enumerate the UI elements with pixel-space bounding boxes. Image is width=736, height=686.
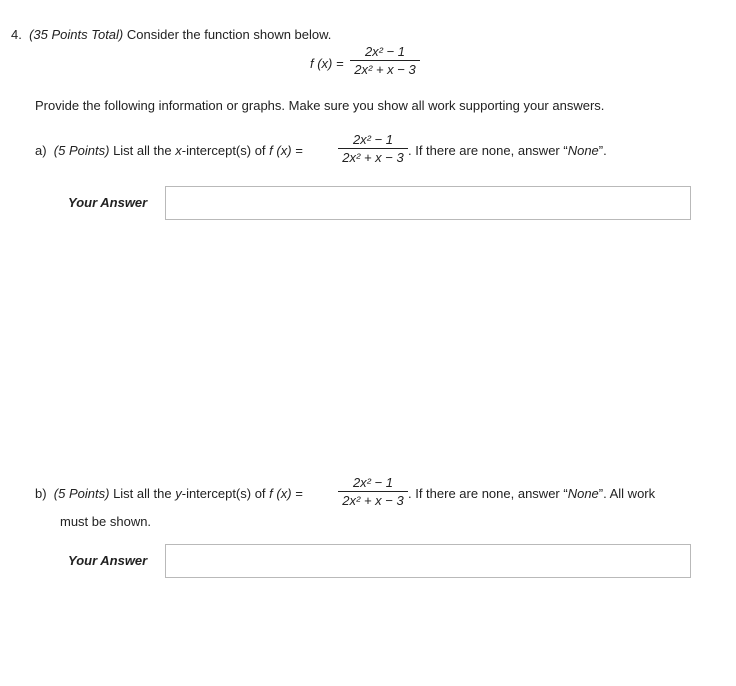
part-a-answer-label: Your Answer xyxy=(68,195,148,210)
part-a-label: a) xyxy=(35,143,47,158)
part-a-none-word: None xyxy=(567,143,599,158)
part-b-function-label: f (x) = xyxy=(269,486,303,501)
part-b-var: y xyxy=(175,486,182,501)
part-b-prompt xyxy=(35,486,303,501)
part-a-answer-input[interactable] xyxy=(165,186,691,220)
part-a-numerator: 2x² − 1 xyxy=(352,132,394,147)
main-function-fraction xyxy=(350,44,420,77)
part-a-denominator: 2x² + x − 3 xyxy=(342,150,404,165)
part-b-trail-1: . If there are none, answer “ xyxy=(408,486,568,501)
part-b-answer-input[interactable] xyxy=(165,544,691,578)
fraction-bar xyxy=(350,60,420,61)
part-b-line2: must be shown. xyxy=(60,514,152,529)
part-b-points: (5 Points) xyxy=(53,486,110,501)
part-b-text-after: -intercept(s) of xyxy=(181,486,266,501)
instructions-text: Provide the following information or graphs. Make sure you show all work supporting your answers. xyxy=(35,98,605,113)
part-a-trailing xyxy=(408,143,607,158)
part-a-prompt xyxy=(35,143,303,158)
part-a-trail-2: ”. xyxy=(598,143,607,158)
part-a-fraction xyxy=(338,132,408,165)
part-a-text-before: List all the xyxy=(113,143,172,158)
fraction-bar xyxy=(338,491,408,492)
question-number: 4. xyxy=(11,27,22,42)
part-a-function-label: f (x) = xyxy=(269,143,303,158)
main-function-label: f (x) = xyxy=(310,56,344,71)
part-a-points: (5 Points) xyxy=(53,143,110,158)
part-a-var: x xyxy=(175,143,182,158)
part-a-trail-1: . If there are none, answer “ xyxy=(408,143,568,158)
question-points: (35 Points Total) xyxy=(29,27,124,42)
part-b-label: b) xyxy=(35,486,47,501)
question-intro: Consider the function shown below. xyxy=(126,27,332,42)
part-b-trail-2: ”. All work xyxy=(598,486,656,501)
part-b-denominator: 2x² + x − 3 xyxy=(342,493,404,508)
part-a-text-after: -intercept(s) of xyxy=(181,143,266,158)
part-b-none-word: None xyxy=(567,486,599,501)
main-numerator: 2x² − 1 xyxy=(364,44,406,59)
part-b-numerator: 2x² − 1 xyxy=(352,475,394,490)
part-b-text-before: List all the xyxy=(113,486,172,501)
part-b-trailing xyxy=(408,486,655,501)
main-denominator: 2x² + x − 3 xyxy=(354,62,416,77)
part-b-answer-label: Your Answer xyxy=(68,553,148,568)
question-header xyxy=(11,27,331,42)
fraction-bar xyxy=(338,148,408,149)
part-b-fraction xyxy=(338,475,408,508)
